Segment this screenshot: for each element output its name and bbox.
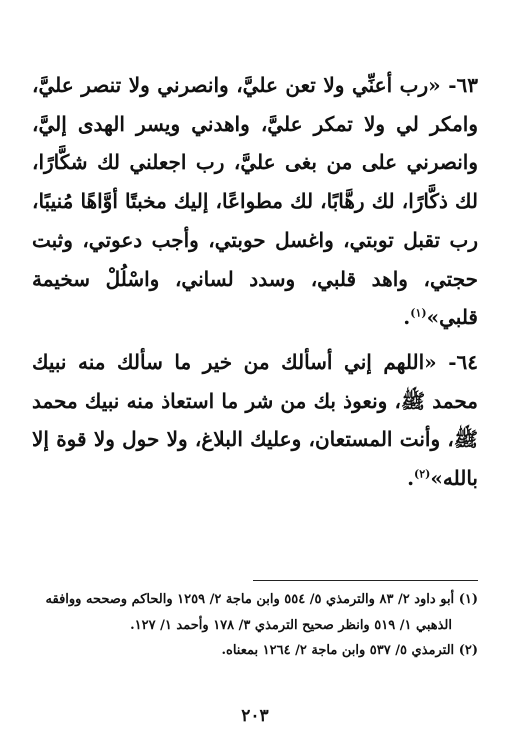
- footnote-marker: (١): [458, 592, 478, 607]
- footnote-text: الترمذي ٥/ ٥٣٧ وابن ماجة ٢/ ١٢٦٤ بمعناه.: [221, 643, 455, 658]
- entry-text: «رب أعنِّي ولا تعن عليَّ، وانصرني ولا تنصر عليَّ، وامكر لي ولا تمكر عليَّ، واهدني ويسر الهدى إليَّ، وانصرني على من بغى عليَّ، رب اجعلني لك شكَّارًا، لك ذكَّارًا، لك رهَّابًا، لك مطواعًا، إليك مخبتًا أوَّاهًا مُنيبًا، رب تقبل توبتي، واغسل حوبتي، وأجب دعوتي، وثبت حجتي، واهد قلبي، وسدد لساني، واسْلُلْ سخيمة قلبي»: [32, 73, 478, 330]
- footnote-item-1: [32, 587, 478, 638]
- footnote-item-2: [32, 638, 478, 664]
- entry-end-punctuation: .: [407, 466, 415, 491]
- footnote-text: أبو داود ٢/ ٨٣ والترمذي ٥/ ٥٥٤ وابن ماجة ٢/ ١٢٥٩ والحاكم وصححه ووافقه الذهبي ١/ ٥١٩ وانظر صحيح الترمذي ٣/ ١٧٨ وأحمد ١/ ١٢٧.: [45, 592, 455, 633]
- supplication-entry-63: [32, 66, 478, 337]
- entry-number: ٦٤-: [448, 349, 478, 374]
- footnote-marker: (٢): [458, 643, 478, 658]
- footnote-divider: [253, 580, 478, 581]
- entry-end-punctuation: .: [403, 305, 411, 330]
- footnote-reference: (٢): [414, 467, 431, 481]
- page-number: ٢٠٣: [241, 706, 269, 726]
- main-text-block: [32, 66, 478, 498]
- footnotes-block: [32, 587, 478, 664]
- entry-text: «اللهم إني أسألك من خير ما سألك منه نبيك محمد ﷺ، ونعوذ بك من شر ما استعاذ منه نبيك محمد ﷺ، وأنت المستعان، وعليك البلاغ، ولا حول ولا قوة إلا بالله»: [32, 349, 478, 491]
- supplication-entry-64: [32, 343, 478, 498]
- footnote-reference: (١): [410, 306, 427, 320]
- entry-number: ٦٣-: [448, 73, 478, 97]
